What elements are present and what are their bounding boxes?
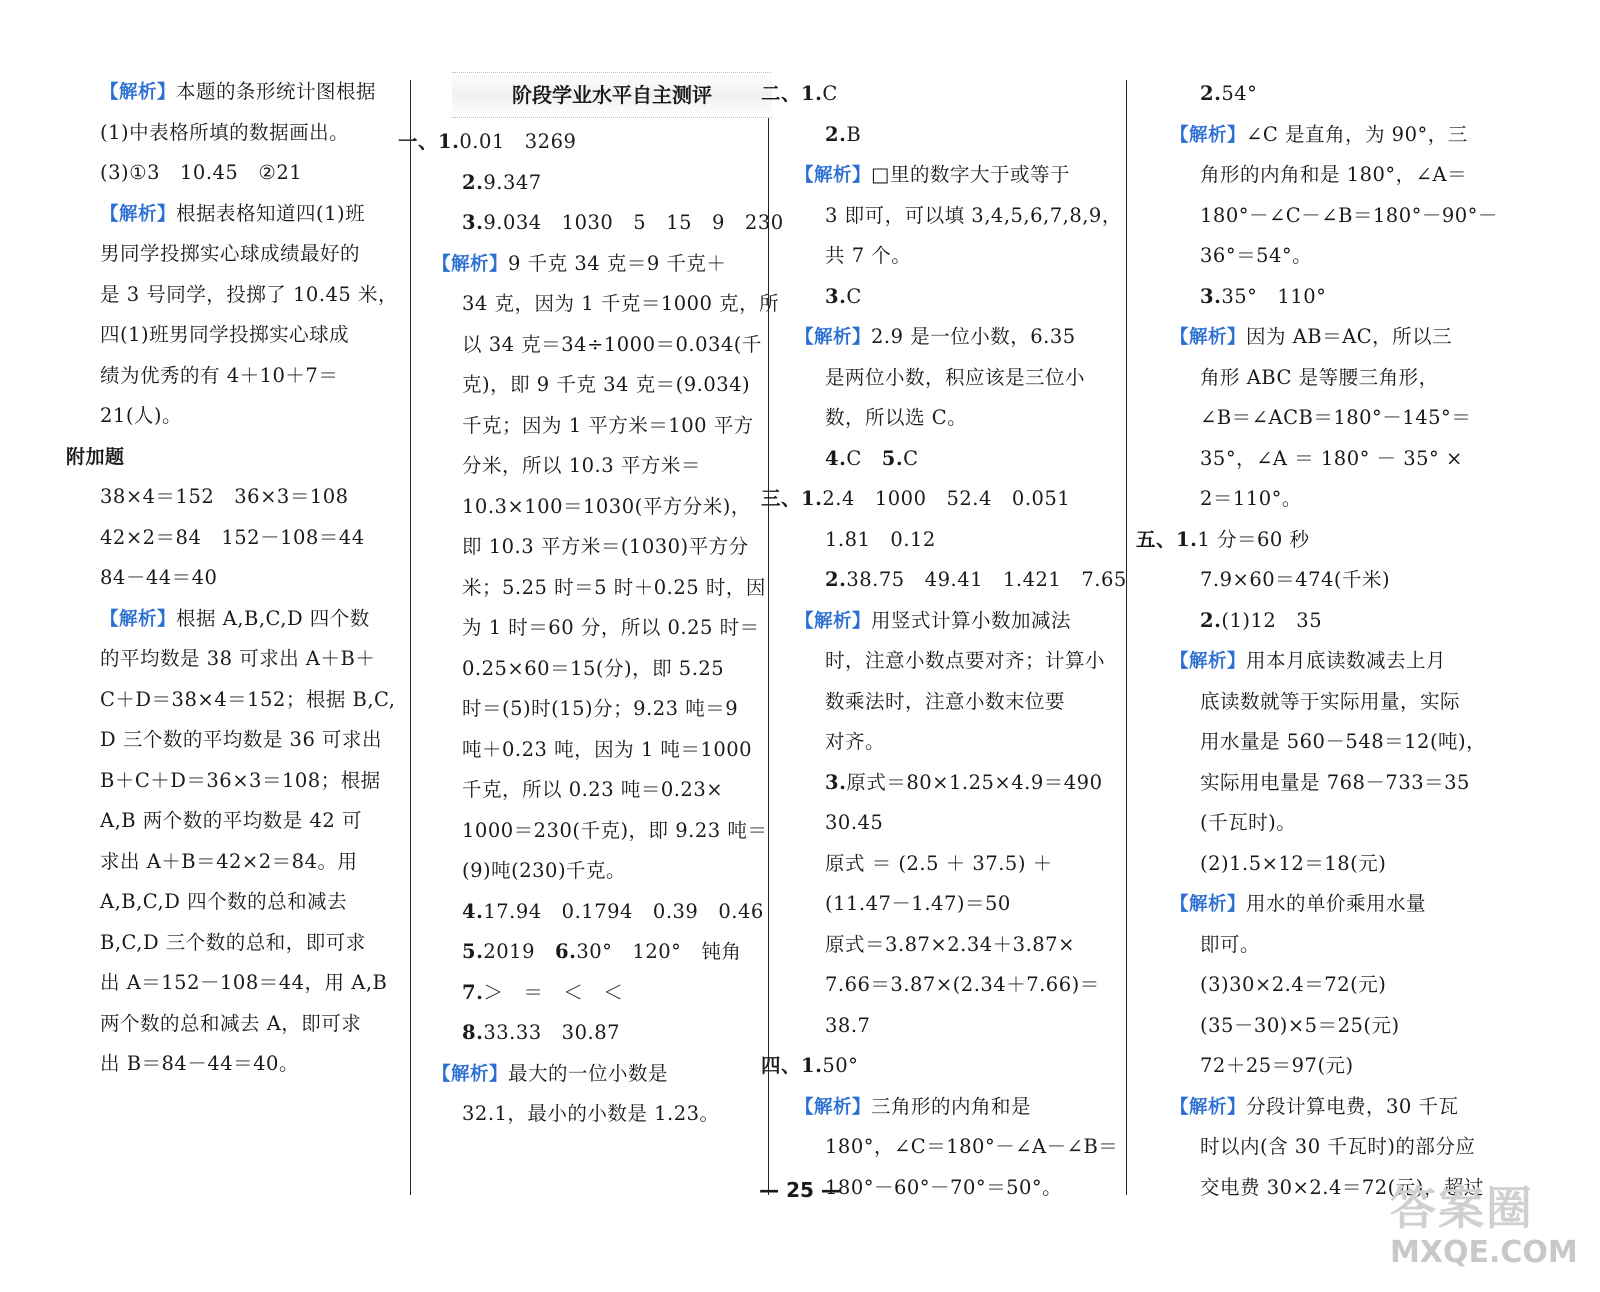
answer-text: 38×4＝152 36×3＝108: [100, 485, 349, 508]
answer-line: [795, 722, 1130, 763]
answer-line: [100, 680, 410, 721]
answer-text: 即可。: [1200, 932, 1261, 956]
answer-text: 出 A＝152－108＝44，用 A,B: [100, 971, 388, 994]
answer-text: 千克；因为 1 平方米＝100 平方: [462, 413, 754, 437]
answer-text: 50°: [822, 1054, 859, 1077]
question-number: 三、1.: [761, 487, 823, 510]
answer-line: [100, 882, 410, 923]
question-number: 7.: [462, 980, 484, 1004]
answer-text: 9 千克 34 克＝9 千克＋: [508, 251, 727, 275]
analysis-tag: 【解析】: [1170, 1096, 1247, 1118]
answer-text: 1 分＝60 秒: [1197, 527, 1310, 551]
answer-text: 分米，所以 10.3 平方米＝: [462, 454, 701, 477]
answer-line: [100, 234, 410, 275]
analysis-tag: 【解析】: [795, 1096, 872, 1118]
question-number: 5.: [881, 446, 904, 470]
answer-line: [432, 487, 782, 528]
answer-text: A,B 两个数的平均数是 42 可: [100, 809, 363, 832]
answer-text: ∠C 是直角，为 90°，三: [1246, 122, 1468, 146]
answer-text: 时以内(含 30 千瓦时)的部分应: [1200, 1135, 1476, 1158]
answer-line: [1136, 520, 1505, 561]
answer-text: 42×2＝84 152－108＝44: [100, 525, 365, 549]
page-number: — 25 —: [759, 1178, 841, 1202]
answer-text: 实际用电量是 768－733＝35: [1200, 770, 1470, 794]
answer-text: 3 即可，可以填 3,4,5,6,7,8,9，: [825, 203, 1122, 227]
analysis-line: [432, 244, 782, 285]
answer-text: 角形 ABC 是等腰三角形，: [1200, 365, 1439, 389]
answer-text: C: [903, 446, 919, 470]
answer-line: [432, 527, 782, 568]
answer-line: [1170, 358, 1505, 399]
answer-text: 为 1 时＝60 分，所以 0.25 时＝: [462, 616, 760, 639]
answer-text: 最大的一位小数是: [508, 1061, 669, 1085]
question-number: 二、1.: [761, 82, 823, 105]
question-number: 3.: [1200, 284, 1222, 308]
answer-text: 求出 A＋B＝42×2＝84。用: [100, 849, 358, 873]
answer-text: 10.3×100＝1030(平方分米)，: [462, 494, 751, 518]
answer-line: [100, 356, 410, 397]
answer-text: C: [822, 82, 838, 105]
answer-text: 180°－∠C－∠B＝180°－90°－: [1200, 203, 1498, 227]
answer-text: (千瓦时)。: [1200, 811, 1297, 834]
answer-text: B,C,D 三个数的总和，即可求: [100, 930, 366, 954]
answer-text: ＞ ＝ ＜ ＜: [483, 980, 624, 1004]
answer-line: [100, 963, 410, 1004]
answer-line: [432, 325, 782, 366]
question-number: 3.: [462, 211, 484, 234]
answer-line: [1170, 965, 1505, 1006]
answer-line: [432, 892, 782, 933]
answer-line: [100, 396, 410, 437]
watermark-text: 答案圈: [1390, 1181, 1534, 1235]
answer-line: [795, 277, 1130, 318]
answer-line: [795, 844, 1130, 885]
answer-line: [432, 568, 782, 609]
answer-text: 用水量是 560－548＝12(吨)，: [1200, 730, 1487, 753]
answer-text: 是两位小数，积应该是三位小: [825, 365, 1086, 389]
question-number: 3.: [825, 284, 847, 308]
answer-text: 7.66＝3.87×(2.34＋7.66)＝: [825, 973, 1100, 996]
answer-line: [1170, 1006, 1505, 1047]
answer-line: [795, 439, 1130, 480]
answer-line: [432, 284, 782, 325]
question-number: 4.: [825, 446, 847, 470]
answer-text: 9.034 1030 5 15 9 230: [483, 211, 784, 234]
answer-column-4: [1136, 74, 1505, 1208]
answer-text: (9)吨(230)千克。: [462, 859, 627, 882]
question-number: 6.: [555, 940, 577, 963]
answer-column-1: [66, 72, 410, 1085]
answer-line: [432, 649, 782, 690]
answer-text: 2019: [483, 940, 555, 963]
answer-line: [432, 446, 782, 487]
answer-line: [100, 720, 410, 761]
answer-text: 2.4 1000 52.4 0.051: [822, 487, 1071, 510]
analysis-line: [795, 155, 1130, 196]
answer-line: [795, 560, 1130, 601]
answer-line: [1170, 439, 1505, 480]
answer-text: 原式＝80×1.25×4.9＝490: [846, 770, 1103, 794]
answer-text: 30° 120° 钝角: [576, 940, 742, 963]
answer-line: [1170, 74, 1505, 115]
answer-text: 原式＝3.87×2.34＋3.87×: [825, 932, 1075, 956]
answer-text: 用本月底读数减去上月: [1246, 649, 1447, 672]
analysis-tag: 【解析】: [432, 253, 509, 275]
answer-line: [1170, 398, 1505, 439]
answer-text: 9.347: [483, 170, 542, 194]
answer-text: 因为 AB＝AC，所以三: [1246, 325, 1453, 348]
answer-line: [432, 608, 782, 649]
answer-text: 的平均数是 38 可求出 A＋B＋: [100, 647, 376, 670]
analysis-tag: 【解析】: [1170, 124, 1247, 146]
answer-line: [1170, 803, 1505, 844]
answer-text: 是 3 号同学，投掷了 10.45 米，: [100, 282, 399, 306]
answer-text: 时，注意小数点要对齐；计算小: [825, 649, 1106, 672]
answer-text: 数，所以选 C。: [825, 406, 968, 429]
answer-text: 根据 A,B,C,D 四个数: [176, 606, 370, 630]
answer-text: ∠B＝∠ACB＝180°－145°＝: [1200, 406, 1472, 429]
analysis-line: [795, 317, 1130, 358]
answer-text: 38.7: [825, 1013, 871, 1037]
answer-line: [100, 1004, 410, 1045]
answer-text: 共 7 个。: [825, 244, 912, 267]
question-number: 2.: [462, 170, 484, 194]
answer-line: [100, 1044, 410, 1085]
answer-text: 17.94 0.1794 0.39 0.46: [483, 899, 764, 923]
answer-text: (3)①3 10.45 ②21: [100, 161, 303, 184]
answer-line: [1170, 560, 1505, 601]
answer-column-3: [761, 74, 1130, 1208]
analysis-line: [1170, 641, 1505, 682]
answer-text: 角形的内角和是 180°，∠A＝: [1200, 163, 1468, 186]
answer-text: 35° 110°: [1221, 284, 1327, 308]
answer-line: [66, 437, 410, 478]
answer-text: 两个数的总和减去 A，即可求: [100, 1011, 362, 1035]
answer-line: [1170, 601, 1505, 642]
answer-text: 7.9×60＝474(千米): [1200, 568, 1391, 591]
answer-text: 36°＝54°。: [1200, 244, 1313, 267]
answer-line: [795, 398, 1130, 439]
answer-text: 根据表格知道四(1)班: [176, 201, 366, 225]
question-number: 2.: [1200, 608, 1222, 632]
answer-text: 54°: [1221, 82, 1258, 105]
analysis-tag: 【解析】: [795, 610, 872, 632]
answer-line: [1170, 196, 1505, 237]
answer-text: 180°，∠C＝180°－∠A－∠B＝: [825, 1135, 1119, 1158]
analysis-tag: 【解析】: [100, 82, 177, 103]
answer-text: 米；5.25 时＝5 时＋0.25 时，因: [462, 575, 766, 599]
question-number: 2.: [825, 122, 847, 146]
answer-text: 交电费 30×2.4＝72(元)，超过: [1200, 1175, 1484, 1199]
answer-text: 三角形的内角和是: [871, 1094, 1032, 1118]
answer-line: [100, 558, 410, 599]
answer-text: B＋C＋D＝36×3＝108；根据: [100, 768, 381, 792]
analysis-line: [432, 1054, 782, 1095]
answer-line: [100, 801, 410, 842]
analysis-line: [100, 194, 410, 235]
answer-line: [761, 479, 1130, 520]
analysis-line: [100, 72, 410, 113]
answer-line: [795, 1127, 1130, 1168]
answer-text: 30.45: [825, 811, 884, 834]
analysis-line: [795, 601, 1130, 642]
column-divider: [410, 80, 411, 1195]
answer-text: C: [846, 446, 882, 470]
answer-text: (35－30)×5＝25(元): [1200, 1013, 1400, 1037]
answer-line: [1170, 722, 1505, 763]
question-number: 3.: [825, 770, 847, 794]
question-number: 四、1.: [761, 1054, 823, 1077]
answer-line: [795, 884, 1130, 925]
answer-text: 32.1，最小的小数是 1.23。: [462, 1102, 720, 1125]
answer-line: [1170, 277, 1505, 318]
answer-text: 1000＝230(千克)，即 9.23 吨＝: [462, 818, 768, 842]
answer-text: 用水的单价乘用水量: [1246, 892, 1427, 915]
answer-line: [100, 639, 410, 680]
answer-text: 0.01 3269: [459, 130, 577, 153]
analysis-tag: 【解析】: [1170, 651, 1247, 672]
answer-text: 男同学投掷实心球成绩最好的: [100, 242, 361, 265]
answer-text: 时＝(5)时(15)分；9.23 吨＝9: [462, 697, 739, 720]
answer-line: [795, 115, 1130, 156]
section-title: 阶段学业水平自主测评: [452, 72, 772, 118]
question-number: 8.: [462, 1021, 484, 1044]
analysis-line: [1170, 115, 1505, 156]
watermark-logo: [1390, 1180, 1580, 1280]
answer-line: [100, 113, 410, 154]
answer-line: [100, 275, 410, 316]
answer-line: [432, 406, 782, 447]
answer-line: [398, 122, 782, 163]
answer-text: C: [846, 284, 862, 308]
analysis-tag: 【解析】: [100, 608, 177, 630]
answer-line: [432, 365, 782, 406]
answer-line: [1170, 236, 1505, 277]
answer-text: 以 34 克＝34÷1000＝0.034(千: [462, 332, 762, 356]
answer-line: [795, 965, 1130, 1006]
answer-text: 2＝110°。: [1200, 487, 1302, 510]
answer-text: 21(人)。: [100, 404, 183, 427]
analysis-tag: 【解析】: [100, 203, 177, 225]
answer-text: 0.25×60＝15(分)，即 5.25: [462, 656, 725, 680]
analysis-line: [1170, 884, 1505, 925]
analysis-tag: 【解析】: [795, 327, 872, 348]
analysis-line: [1170, 317, 1505, 358]
answer-line: [795, 520, 1130, 561]
question-number: 2.: [825, 568, 847, 591]
answer-line: [795, 803, 1130, 844]
answer-line: [1170, 1046, 1505, 1087]
question-number: 2.: [1200, 82, 1222, 105]
answer-text: 1.81 0.12: [825, 527, 936, 551]
question-number: 一、1.: [398, 130, 460, 153]
analysis-tag: 【解析】: [432, 1063, 509, 1085]
answer-line: [1170, 479, 1505, 520]
answer-text: (1)中表格所填的数据画出。: [100, 120, 350, 144]
answer-line: [432, 811, 782, 852]
answer-text: 对齐。: [825, 730, 886, 753]
answer-text: 绩为优秀的有 4＋10＋7＝: [100, 363, 339, 387]
analysis-tag: 【解析】: [1170, 894, 1247, 915]
answer-text: 35°，∠A ＝ 180° － 35° ×: [1200, 446, 1463, 470]
answer-text: C＋D＝38×4＝152；根据 B,C,: [100, 687, 396, 711]
analysis-line: [100, 599, 410, 640]
answer-line: [1170, 155, 1505, 196]
answer-text: 180°－60°－70°＝50°。: [825, 1175, 1063, 1199]
answer-line: [100, 153, 410, 194]
answer-line: [432, 851, 782, 892]
answer-text: (3)30×2.4＝72(元): [1200, 973, 1387, 996]
answer-text: 本题的条形统计图根据: [176, 80, 377, 103]
analysis-tag: 【解析】: [795, 165, 872, 186]
answer-text: D 三个数的平均数是 36 可求出: [100, 728, 383, 751]
analysis-line: [795, 1087, 1130, 1128]
analysis-line: [1170, 1087, 1505, 1128]
watermark-url: MXQE.COM: [1390, 1235, 1578, 1270]
answer-text: 2.9 是一位小数，6.35: [871, 325, 1076, 348]
answer-text: 克)，即 9 千克 34 克＝(9.034): [462, 373, 751, 396]
answer-text: 38.75 49.41 1.421 7.65: [846, 568, 1127, 591]
answer-text: 33.33 30.87: [483, 1021, 621, 1044]
answer-line: [795, 763, 1130, 804]
answer-text: 即 10.3 平方米＝(1030)平方分: [462, 535, 749, 558]
answer-line: [432, 163, 782, 204]
answer-column-2: [398, 72, 784, 1135]
answer-line: [1170, 844, 1505, 885]
answer-line: [795, 196, 1130, 237]
question-number: 五、1.: [1136, 527, 1198, 551]
answer-text: 分段计算电费，30 千瓦: [1246, 1094, 1459, 1118]
answer-text: 72＋25＝97(元): [1200, 1054, 1354, 1077]
answer-text: 用竖式计算小数加减法: [871, 608, 1072, 632]
answer-text: 吨＋0.23 吨，因为 1 吨＝1000: [462, 737, 753, 761]
answer-text: 数乘法时，注意小数末位要: [825, 689, 1066, 713]
question-number: 4.: [462, 899, 484, 923]
answer-line: [795, 358, 1130, 399]
answer-line: [432, 1094, 782, 1135]
answer-text: 出 B＝84－44＝40。: [100, 1052, 299, 1075]
answer-line: [1170, 682, 1505, 723]
answer-text: B: [846, 122, 862, 146]
answer-line: [432, 203, 782, 244]
answer-text: 84－44＝40: [100, 566, 218, 589]
answer-line: [432, 932, 782, 973]
answer-line: [100, 477, 410, 518]
answer-line: [432, 973, 782, 1014]
answer-line: [795, 682, 1130, 723]
answer-text: 附加题: [66, 445, 125, 468]
answer-line: [1170, 925, 1505, 966]
answer-text: (2)1.5×12＝18(元): [1200, 851, 1387, 875]
answer-line: [1170, 1127, 1505, 1168]
answer-text: (11.47－1.47)＝50: [825, 892, 1011, 915]
answer-line: [432, 770, 782, 811]
answer-text: 四(1)班男同学投掷实心球成: [100, 323, 350, 346]
answer-text: 原式 ＝ (2.5 ＋ 37.5) ＋: [825, 851, 1053, 875]
answer-line: [795, 641, 1130, 682]
question-number: 5.: [462, 940, 484, 963]
answer-line: [795, 1006, 1130, 1047]
answer-line: [432, 1013, 782, 1054]
answer-text: 千克，所以 0.23 吨＝0.23×: [462, 778, 724, 801]
answer-line: [432, 689, 782, 730]
answer-line: [795, 925, 1130, 966]
answer-line: [795, 236, 1130, 277]
answer-line: [100, 761, 410, 802]
answer-line: [100, 842, 410, 883]
answer-line: [100, 518, 410, 559]
answer-line: [100, 923, 410, 964]
answer-line: [1170, 763, 1505, 804]
answer-text: 底读数就等于实际用量，实际: [1200, 689, 1461, 713]
answer-text: (1)12 35: [1221, 608, 1323, 632]
analysis-tag: 【解析】: [1170, 327, 1247, 348]
answer-line: [100, 315, 410, 356]
answer-text: □里的数字大于或等于: [871, 163, 1070, 186]
answer-text: A,B,C,D 四个数的总和减去: [100, 890, 348, 913]
answer-line: [761, 1046, 1130, 1087]
answer-text: 34 克，因为 1 千克＝1000 克，所: [462, 292, 780, 315]
answer-line: [432, 730, 782, 771]
answer-line: [761, 74, 1130, 115]
